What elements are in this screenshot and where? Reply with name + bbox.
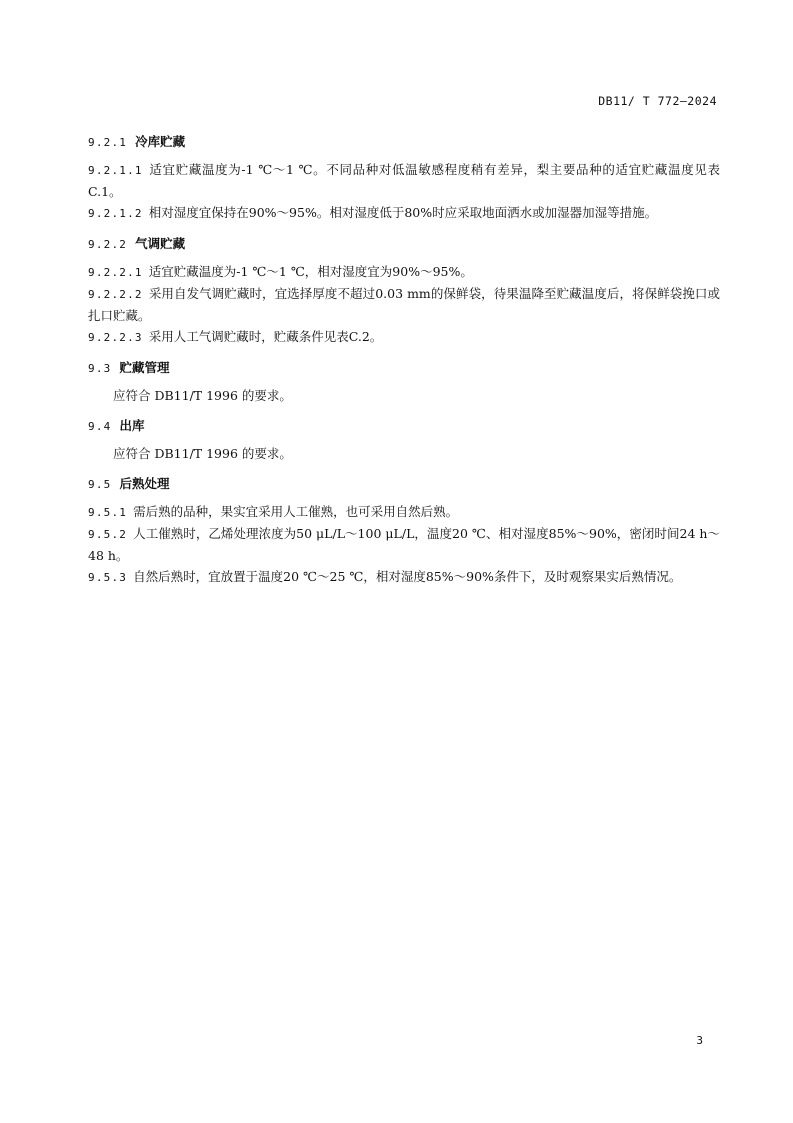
clause-number: 9.5.3: [88, 571, 128, 584]
section-heading-9-3: [88, 357, 720, 379]
section-number: 9.5: [88, 478, 112, 491]
section-number: 9.2.2: [88, 238, 128, 251]
section-heading-9-2-1: [88, 131, 720, 153]
clause-text: 适宜贮藏温度为-1 ℃～1 ℃，相对湿度宜为90%～95%。: [148, 264, 473, 279]
clause-text: 适宜贮藏温度为-1 ℃～1 ℃。不同品种对低温敏感程度稍有差异，梨主要品种的适宜贮藏温度见表C.1。: [88, 162, 720, 199]
clause-text: 相对湿度宜保持在90%～95%。相对湿度低于80%时应采取地面洒水或加湿器加湿等措施。: [148, 205, 658, 220]
section-title: 出库: [119, 418, 145, 433]
clause-9-2-2-2: [88, 283, 720, 326]
clause-number: 9.2.2.1: [88, 266, 143, 279]
section-title: 后熟处理: [119, 476, 170, 491]
clause-text: 人工催熟时，乙烯处理浓度为50 μL/L～100 μL/L，温度20 ℃、相对湿度85%～90%，密闭时间24 h～48 h。: [88, 526, 720, 563]
document-body: [88, 131, 720, 588]
clause-9-2-1-2: [88, 202, 720, 224]
clause-9-5-3: [88, 566, 720, 588]
clause-9-2-1-1: [88, 159, 720, 202]
section-title: 贮藏管理: [119, 360, 170, 375]
paragraph-9-4: 应符合 DB11/T 1996 的要求。: [113, 446, 292, 461]
document-code: DB11/ T 772—2024: [598, 94, 717, 108]
section-number: 9.3: [88, 362, 112, 375]
clause-text: 需后熟的品种，果实宜采用人工催熟，也可采用自然后熟。: [133, 504, 459, 519]
clause-text: 采用人工气调贮藏时，贮藏条件见表C.2。: [148, 329, 383, 344]
page-number: 3: [696, 1034, 703, 1047]
clause-number: 9.2.1.2: [88, 207, 143, 220]
section-number: 9.4: [88, 420, 112, 433]
section-heading-9-2-2: [88, 233, 720, 255]
clause-9-5-2: [88, 523, 720, 566]
clause-9-2-2-3: [88, 326, 720, 348]
clause-number: 9.2.2.2: [88, 288, 143, 301]
clause-number: 9.5.1: [88, 506, 128, 519]
clause-number: 9.2.2.3: [88, 331, 143, 344]
clause-text: 自然后熟时，宜放置于温度20 ℃～25 ℃，相对湿度85%～90%条件下，及时观察果实后熟情况。: [133, 569, 682, 584]
clause-9-2-2-1: [88, 261, 720, 283]
section-heading-9-4: [88, 415, 720, 437]
clause-text: 采用自发气调贮藏时，宜选择厚度不超过0.03 mm的保鲜袋，待果温降至贮藏温度后，将保鲜袋挽口或扎口贮藏。: [88, 286, 720, 323]
section-title: 冷库贮藏: [135, 134, 186, 149]
clause-9-5-1: [88, 501, 720, 523]
clause-number: 9.2.1.1: [88, 164, 143, 177]
paragraph-9-3: 应符合 DB11/T 1996 的要求。: [113, 388, 292, 403]
clause-number: 9.5.2: [88, 528, 128, 541]
section-title: 气调贮藏: [135, 236, 186, 251]
section-heading-9-5: [88, 473, 720, 495]
section-number: 9.2.1: [88, 136, 128, 149]
